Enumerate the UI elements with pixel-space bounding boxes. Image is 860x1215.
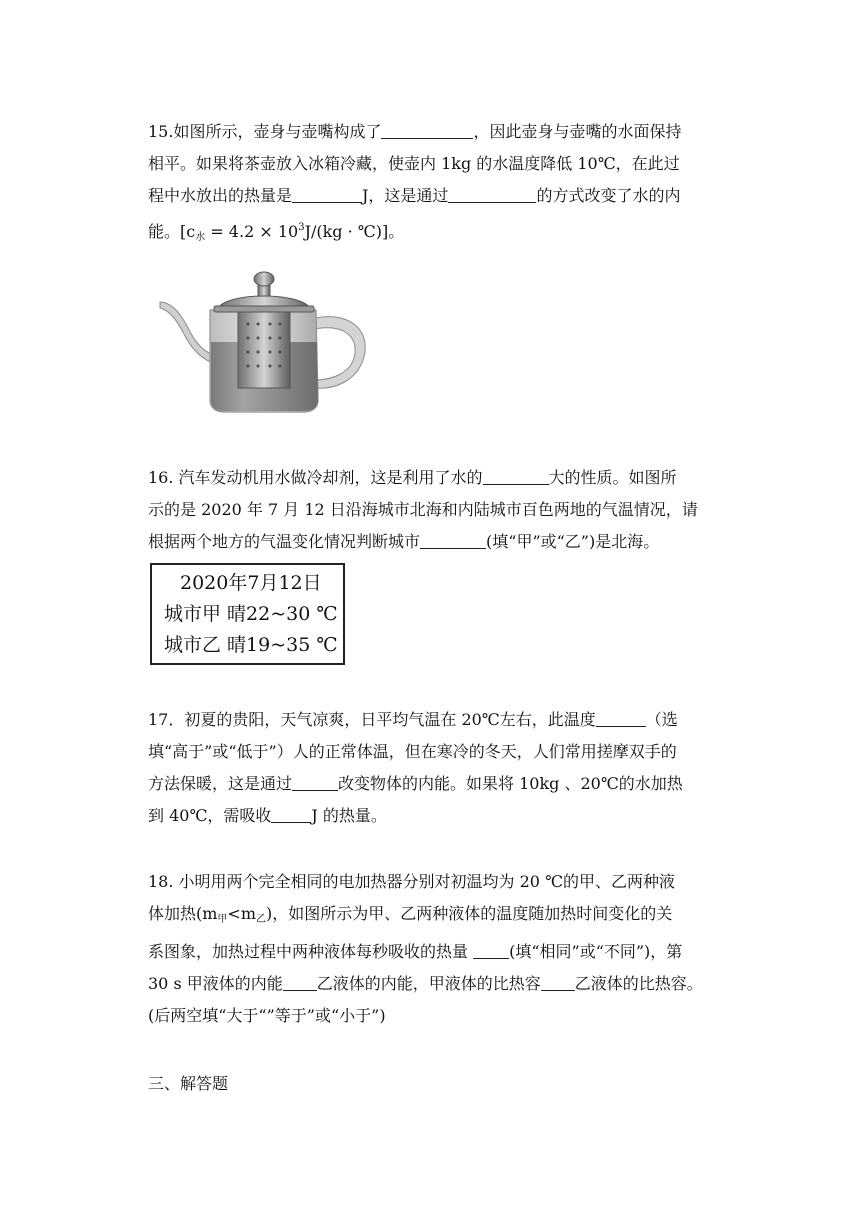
q17-text: （选	[645, 710, 678, 729]
answer-blank[interactable]	[596, 708, 646, 727]
q15-text: ，因此壶身与壶嘴的水面保持	[473, 122, 682, 141]
q15-text: 15.如图所示，壶身与壶嘴构成了	[148, 122, 382, 141]
q18-text: 30 s 甲液体的内能	[148, 974, 283, 993]
q17-text: J 的热量。	[311, 806, 387, 825]
answer-blank[interactable]	[283, 972, 317, 991]
q17-text: 填“高于”或“低于”）人的正常体温，但在寒冷的冬天，人们常用搓摩双手的	[148, 742, 677, 761]
q17-text: 到 40℃，需吸收	[148, 806, 272, 825]
weather-row-city-b: 城市乙 晴19~35 ℃	[164, 634, 338, 656]
q18-subscript: 甲	[217, 914, 228, 925]
section-heading: 三、解答题	[148, 1074, 229, 1093]
answer-blank[interactable]	[381, 120, 473, 139]
answer-blank[interactable]	[271, 804, 311, 823]
answer-blank[interactable]	[420, 530, 486, 549]
q16-text: (填“甲”或“乙”)是北海。	[486, 532, 660, 551]
teapot-image	[158, 268, 373, 416]
q17-text: 改变物体的内能。如果将 10kg 、20℃的水加热	[338, 774, 683, 793]
q18-text: 乙液体的内能，甲液体的比热容	[316, 974, 541, 993]
q15-text: 的方式改变了水的内	[536, 186, 681, 205]
question-18	[148, 866, 728, 1032]
q15-formula: J/(kg · ℃)]。	[304, 222, 405, 241]
q15-text: J，这是通过	[362, 186, 449, 205]
answer-blank[interactable]	[473, 940, 509, 959]
q15-superscript: 3	[298, 222, 305, 233]
answer-blank[interactable]	[292, 772, 338, 791]
weather-table	[150, 563, 345, 665]
q18-subscript: 乙	[256, 914, 266, 925]
q18-text: <m	[227, 904, 256, 923]
q16-text: 示的是 2020 年 7 月 12 日沿海城市北海和内陆城市百色两地的气温情况，请	[148, 500, 698, 519]
q18-text: (填“相同”或“不同”)，第	[509, 942, 683, 961]
weather-date: 2020年7月12日	[180, 572, 322, 594]
q15-text: 相平。如果将茶壶放入冰箱冷藏，使壶内 1kg 的水温度降低 10℃，在此过	[148, 154, 680, 173]
q16-text: 16. 汽车发动机用水做冷却剂，这是利用了水的	[148, 468, 483, 487]
q18-text: 乙液体的比热容。	[574, 974, 703, 993]
q18-text: )，如图所示为甲、乙两种液体的温度随加热时间变化的关	[266, 904, 673, 923]
answer-blank[interactable]	[448, 184, 536, 203]
weather-row-city-a: 城市甲 晴22~30 ℃	[164, 603, 338, 625]
q18-text: 体加热(m	[148, 904, 218, 923]
answer-blank[interactable]	[541, 972, 575, 991]
question-17	[148, 704, 722, 832]
q15-text: 程中水放出的热量是	[148, 186, 293, 205]
q17-text: 方法保暖，这是通过	[148, 774, 293, 793]
q16-text: 大的性质。如图所	[548, 468, 677, 487]
q18-text: 系图象，加热过程中两种液体每秒吸收的热量	[148, 942, 474, 961]
q18-text: (后两空填“大于“”等于”或“小于”)	[148, 1006, 386, 1025]
answer-blank[interactable]	[483, 466, 549, 485]
q17-text: 17．初夏的贵阳，天气凉爽，日平均气温在 20℃左右，此温度	[148, 710, 596, 729]
question-16	[148, 462, 722, 558]
q18-text: 18. 小明用两个完全相同的电加热器分别对初温均为 20 ℃的甲、乙两种液	[148, 872, 675, 891]
q15-subscript: 水	[195, 232, 206, 243]
q15-formula: 能。[c	[148, 222, 196, 241]
q15-formula: = 4.2 × 10	[205, 222, 299, 241]
q16-text: 根据两个地方的气温变化情况判断城市	[148, 532, 421, 551]
answer-blank[interactable]	[292, 184, 362, 203]
question-15	[148, 116, 722, 254]
